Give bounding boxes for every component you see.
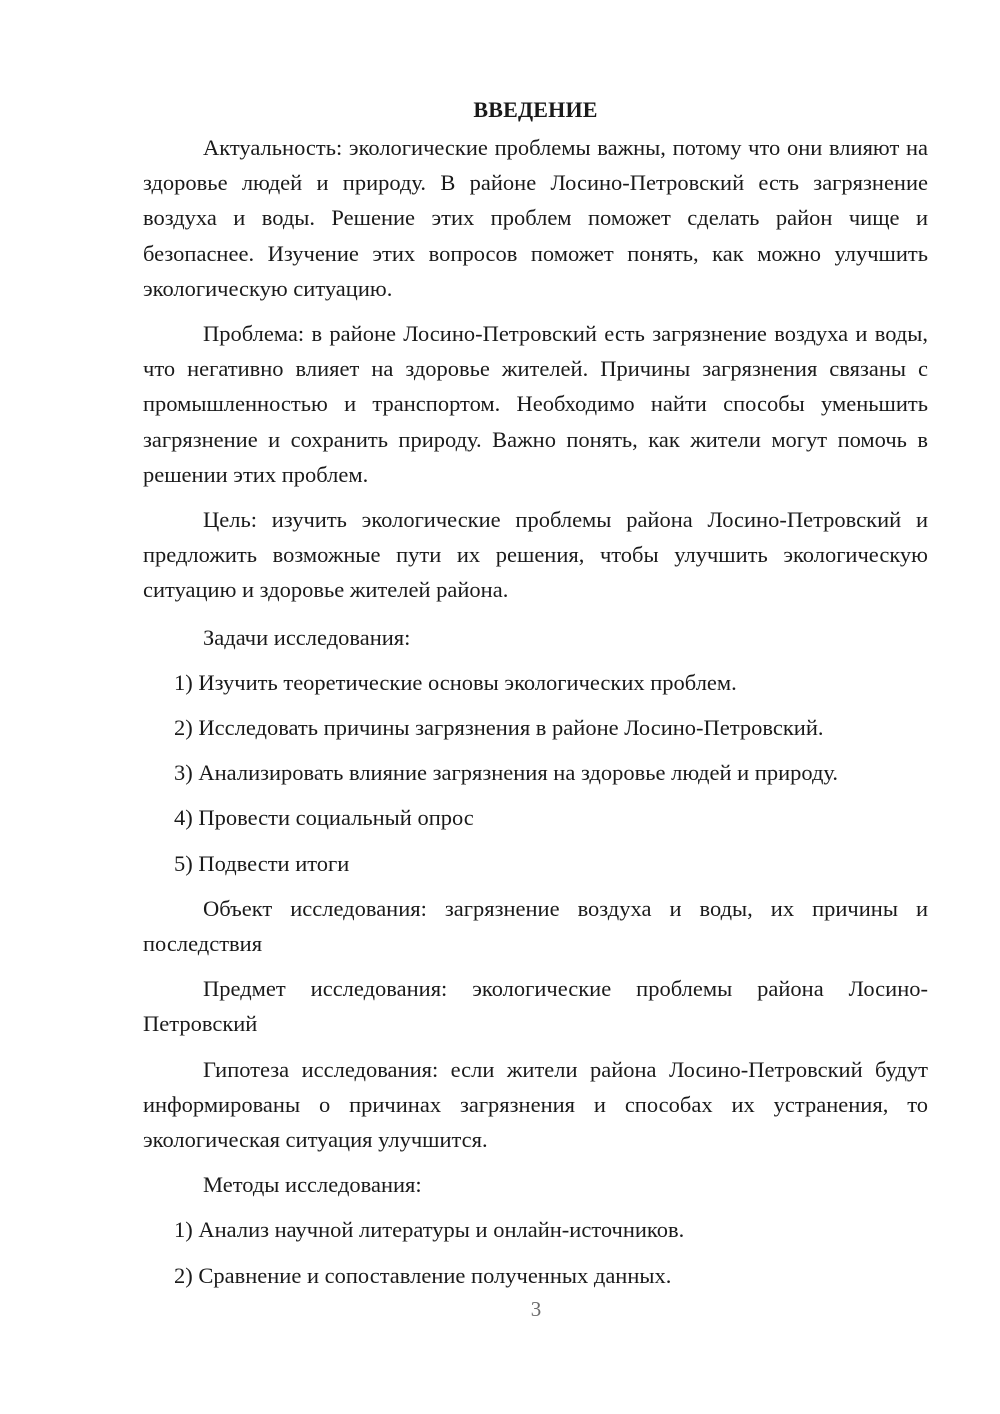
paragraph-goal: Цель: изучить экологические проблемы района Лосино-Петровский и предложить возможные пути их решения, чтобы улучшить экологическую ситуацию и здоровье жителей района. xyxy=(143,507,928,603)
document-page xyxy=(143,92,928,1303)
method-item-2: 2) Сравнение и сопоставление полученных данных. xyxy=(174,1262,672,1288)
section-heading: ВВЕДЕНИЕ xyxy=(473,97,598,122)
paragraph-object: Объект исследования: загрязнение воздуха и воды, их причины и последствия xyxy=(143,895,928,957)
task-item-3: 3) Анализировать влияние загрязнения на здоровье людей и природу. xyxy=(174,760,839,786)
paragraph-relevance: Актуальность: экологические проблемы важны, потому что они влияют на здоровье людей и природу. В районе Лосино-Петровский есть загрязнение воздуха и воды. Решение этих проблем поможет сделать район чище и безопаснее. Изучение этих вопросов поможет понять, как можно улучшить экологическую ситуацию. xyxy=(143,135,928,301)
paragraph-hypothesis: Гипотеза исследования: если жители района Лосино-Петровский будут информированы о причинах загрязнения и способах их устранения, то экологическая ситуация улучшится. xyxy=(143,1056,928,1153)
paragraph-methods-intro: Методы исследования: xyxy=(203,1172,422,1198)
paragraph-tasks-intro: Задачи исследования: xyxy=(203,624,411,650)
method-item-1: 1) Анализ научной литературы и онлайн-источников. xyxy=(174,1217,685,1243)
page-number: 3 xyxy=(530,1297,542,1321)
task-item-1: 1) Изучить теоретические основы экологических проблем. xyxy=(174,669,737,695)
task-item-4: 4) Провести социальный опрос xyxy=(174,805,474,831)
paragraph-problem: Проблема: в районе Лосино-Петровский есть загрязнение воздуха и воды, что негативно влияет на здоровье жителей. Причины загрязнения связаны с промышленностью и транспортом. Необходимо найти способы уменьшить загрязнение и сохранить природу. Важно понять, как жители могут помочь в решении этих проблем. xyxy=(143,321,928,487)
task-item-2: 2) Исследовать причины загрязнения в районе Лосино-Петровский. xyxy=(174,715,824,741)
paragraph-subject: Предмет исследования: экологические проблемы района Лосино-Петровский xyxy=(143,976,928,1037)
task-item-5: 5) Подвести итоги xyxy=(174,850,350,876)
